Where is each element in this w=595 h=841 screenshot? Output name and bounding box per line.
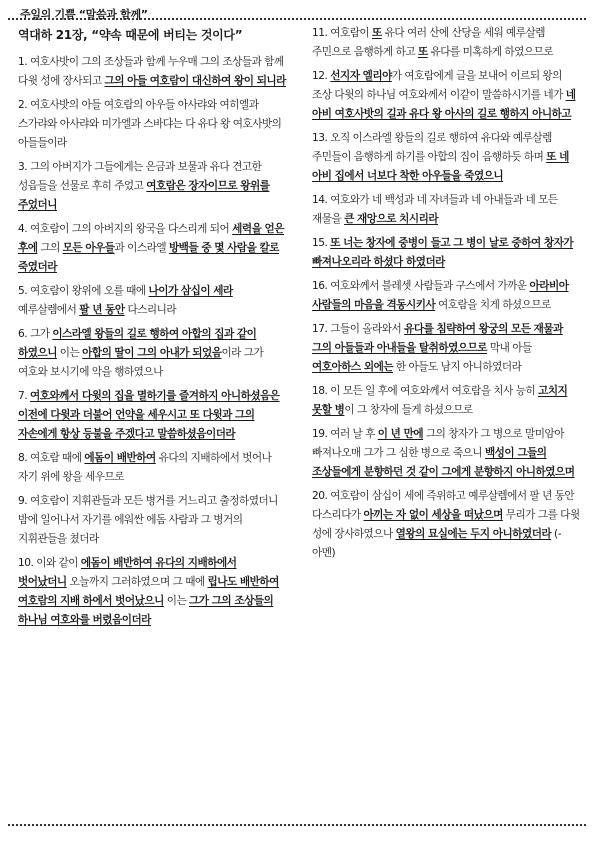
verse-19 (312, 425, 580, 482)
verse-4 (18, 220, 286, 277)
verse-highlight: 열왕의 묘실에는 두지 아니하였더라 (395, 528, 552, 540)
verse-highlight: 여호람은 장자이므로 왕위를 주었더니 (18, 180, 270, 211)
verse-text: 과 이스라엘 (114, 242, 169, 254)
verse-11 (312, 24, 580, 62)
verse-number: 7. (18, 390, 28, 402)
verse-number: 11. (312, 27, 328, 39)
verse-text: 이는 (56, 347, 83, 359)
verse-text: 이는 (163, 595, 190, 607)
footer-divider (8, 824, 586, 826)
verse-highlight: 세력을 얻은 후에 (18, 223, 284, 254)
verse-text: 그의 (37, 242, 63, 254)
verse-highlight: 그의 아들 여호람이 대신하여 왕이 되니라 (104, 75, 286, 87)
verse-14 (312, 191, 580, 229)
verse-text: 한 아들도 남지 아니하였더라 (393, 361, 522, 373)
verse-highlight: 고치지 못할 병 (312, 385, 568, 416)
verse-number: 4. (18, 223, 28, 235)
verse-text: 그들이 올라와서 (327, 323, 405, 335)
verse-9 (18, 492, 286, 549)
verse-highlight: 유다를 침략하여 왕궁의 모든 재물과 그의 아들들과 아내들을 탈취하였으므로 (312, 323, 563, 354)
verse-16 (312, 277, 580, 315)
verse-number: 17. (312, 323, 328, 335)
verse-text: 이 그 창자에 들게 하셨으므로 (344, 404, 473, 416)
header-divider (8, 18, 586, 20)
verse-text: 여호람이 왕위에 오를 때에 (27, 285, 149, 297)
verse-number: 18. (312, 385, 328, 397)
verse-12 (312, 67, 580, 124)
verse-highlight: 모든 아우들 (62, 242, 115, 254)
verse-5 (18, 282, 286, 320)
verse-list-right (312, 24, 580, 563)
verse-text: 여호와께서 블레셋 사람들과 구스에서 가까운 (327, 280, 530, 292)
verse-highlight: 또 너는 창자에 중병이 들고 그 병이 날로 중하여 창자가 빠져나오리라 하셨다 하였더라 (312, 237, 574, 268)
verse-text: 막내 아들 (487, 342, 532, 354)
verse-text: 여호람이 삼십이 세에 즉위하고 예루살렘에서 팔 년 동안 다스리다가 (312, 490, 575, 521)
verse-highlight: 여호와께서 다윗의 집을 멸하기를 즐겨하지 아니하셨음은 이전에 다윗과 더불어 언약을 세우시고 또 다윗과 그의 자손에게 항상 등불을 주겠다고 말씀하셨음이더라 (18, 390, 280, 440)
verse-highlight: 팔 년 동안 (79, 304, 125, 316)
verse-number: 10. (18, 557, 34, 569)
verse-text: 그가 (27, 328, 53, 340)
verse-text: 그의 창자가 그 병으로 말미암아 빠져나오매 그가 그 심한 병으로 죽으니 (312, 428, 564, 459)
verse-highlight: 이 년 만에 (377, 428, 424, 440)
verse-text: 오직 이스라엘 왕들의 길로 행하여 유다와 예루살렘 주민들이 음행하게 하기를 아합의 집이 음행하듯 하며 (312, 132, 552, 163)
verse-13 (312, 129, 580, 186)
verse-text: 이라 그가 여호와 보시기에 악을 행하였으나 (18, 347, 264, 378)
verse-text: 여호람이 그의 아버지의 왕국을 다스리게 되어 (27, 223, 233, 235)
chapter-title: 역대하 21장, “약속 때문에 버티는 것이다” (18, 28, 243, 42)
verse-number: 9. (18, 495, 28, 507)
verse-highlight: 이스라엘 왕들의 길로 행하여 아합의 집과 같이 하였으니 (18, 328, 257, 359)
verse-6 (18, 325, 286, 382)
verse-list-left (18, 53, 286, 630)
verse-highlight: 선지자 엘리야 (330, 70, 392, 82)
verse-text: 이 모든 일 후에 여호와께서 여호람을 치사 능히 (327, 385, 539, 397)
verse-highlight: 방백들 중 몇 사람을 칼로 죽였더라 (18, 242, 280, 273)
verse-text: 다스리니라 (124, 304, 177, 316)
verse-number: 6. (18, 328, 28, 340)
verse-17 (312, 320, 580, 377)
verse-text: 여호람을 치게 하셨으므로 (435, 299, 551, 311)
verse-text: 오늘까지 그러하였으며 그 때에 (66, 576, 208, 588)
verse-highlight: 또 네 아비 집에서 너보다 착한 아우들을 죽였으니 (312, 151, 569, 182)
verse-18 (312, 382, 580, 420)
verse-15 (312, 234, 580, 272)
verse-highlight: 백성이 그들의 조상들에게 분향하던 것 같이 그에게 분향하지 아니하였으며 (312, 447, 575, 478)
verse-highlight: 또 (417, 46, 428, 58)
verse-number: 8. (18, 452, 28, 464)
verse-highlight: 아합의 딸이 그의 아내가 되었음 (82, 347, 222, 359)
verse-text: 그의 아버지가 그들에게는 은금과 보물과 유다 견고한 성읍들을 선물로 후히 주었고 (18, 161, 262, 192)
verse-text: 여호람이 (327, 27, 373, 39)
verse-text: 유다 여러 산에 산당을 세워 예루살렘 주민으로 음행하게 하고 (312, 27, 545, 58)
verse-number: 5. (18, 285, 28, 297)
verse-10 (18, 554, 286, 630)
verse-highlight: 여호아하스 외에는 (312, 361, 394, 373)
verse-2 (18, 96, 286, 153)
right-column (312, 24, 580, 568)
verse-text: 유다의 지배하에서 벗어나 자기 위에 왕을 세우므로 (18, 452, 272, 483)
verse-text: 가 여호람에게 글을 보내어 이르되 왕의 조상 다윗의 하나님 여호와께서 이같이 말씀하시기를 네가 (312, 70, 566, 101)
verse-highlight: 립나도 배반하여 여호람의 지배 하에서 벗어났으니 (18, 576, 279, 607)
verse-20 (312, 487, 580, 563)
verse-number: 14. (312, 194, 328, 206)
verse-highlight: 나이가 삼십이 세라 (148, 285, 233, 297)
verse-number: 2. (18, 99, 28, 111)
verse-text: 무리가 그를 다윗 성에 장사하였으나 (312, 509, 580, 540)
verse-number: 16. (312, 280, 328, 292)
verse-number: 15. (312, 237, 328, 249)
verse-text: 유다를 미혹하게 하였으므로 (427, 46, 554, 58)
verse-highlight: 네 아비 여호사밧의 길과 유다 왕 아사의 길로 행하지 아니하고 (312, 89, 576, 120)
verse-highlight: 큰 재앙으로 치시리라 (344, 213, 439, 225)
verse-text: 여호사밧의 아들 여호람의 아우들 아사랴와 여히엘과 스가랴와 아사랴와 미가엘과 스바댜는 다 유다 왕 여호사밧의 아들들이라 (18, 99, 282, 149)
verse-number: 3. (18, 161, 28, 173)
verse-text: 여호와가 네 백성과 네 자녀들과 네 아내들과 네 모든 재물을 (312, 194, 558, 225)
verse-text: (-아멘) (312, 528, 562, 559)
verse-number: 1. (18, 56, 28, 68)
verse-highlight: 아라비아 사람들의 마음을 격동시키사 (312, 280, 569, 311)
verse-highlight: 에돔이 배반하여 (84, 452, 156, 464)
verse-text: 여호사밧이 그의 조상들과 함께 누우매 그의 조상들과 함께 다윗 성에 장사되고 (18, 56, 284, 87)
verse-highlight: 또 (372, 27, 382, 39)
verse-number: 12. (312, 70, 328, 82)
verse-highlight: 에돔이 배반하여 유다의 지배하에서 벗어났더니 (18, 557, 237, 588)
verse-text: 이와 같이 (33, 557, 81, 569)
verse-8 (18, 449, 286, 487)
verse-7 (18, 387, 286, 444)
verse-1 (18, 53, 286, 91)
page-title: 주일의 기쁨 “말씀과 함께” (20, 8, 148, 21)
verse-3 (18, 158, 286, 215)
verse-number: 13. (312, 132, 328, 144)
verse-highlight: 그가 그의 조상들의 하나님 여호와를 버렸음이더라 (18, 595, 274, 626)
verse-text: 예루살렘에서 (18, 304, 80, 316)
verse-number: 20. (312, 490, 328, 502)
verse-text: 여호람이 지휘관들과 모든 병거를 거느리고 출정하였더니 밤에 일어나서 자기를 에워싼 에돔 사람과 그 병거의 지휘관들을 쳤더라 (18, 495, 278, 545)
verse-number: 19. (312, 428, 328, 440)
verse-highlight: 아끼는 자 없이 세상을 떠났으며 (363, 509, 503, 521)
verse-text: 여러 날 후 (327, 428, 378, 440)
left-column (18, 24, 286, 635)
verse-text: 여호람 때에 (27, 452, 85, 464)
